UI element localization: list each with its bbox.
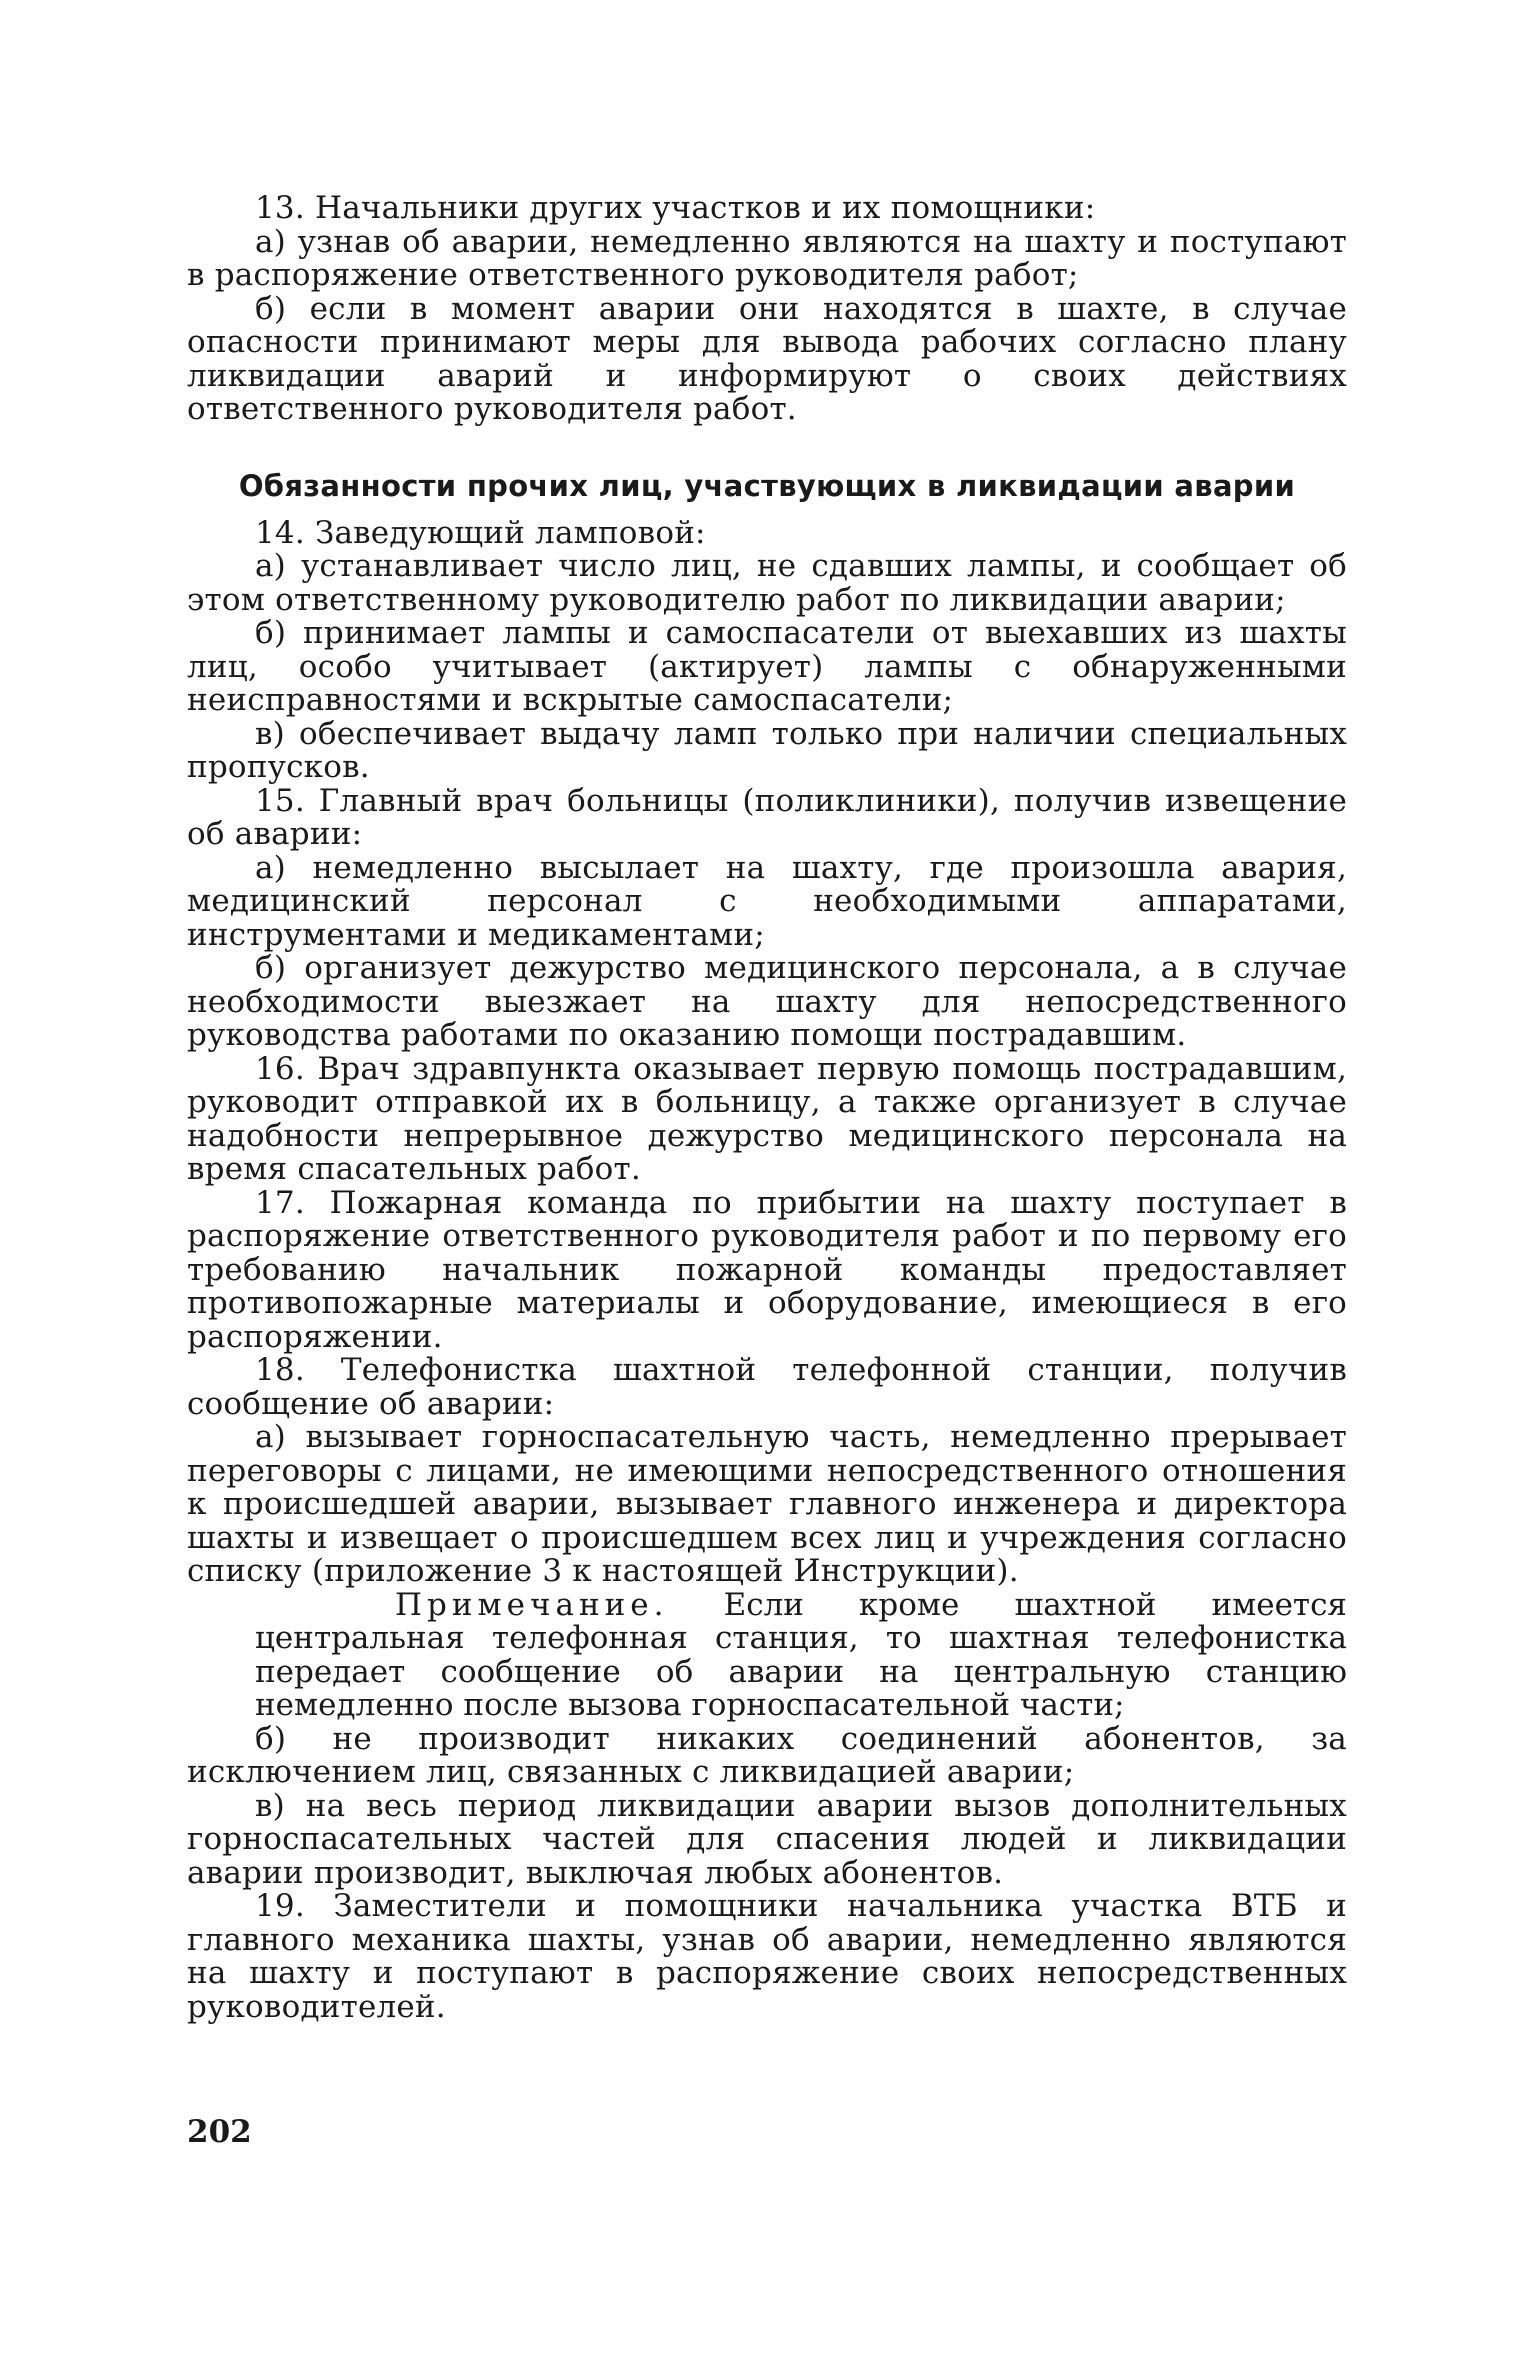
paragraph-18c: в) на весь период ликвидации аварии вызов дополнительных горноспасательных частей для спасения людей и ликвидации аварии производит, выключая любых абонентов. <box>187 1787 1347 1891</box>
document-page <box>187 192 1347 2024</box>
paragraph-16: 16. Врач здравпункта оказывает первую помощь пострадавшим, руководит отправкой их в больницу, а также организует в случае надобности непрерывное дежурство медицинского персонала на время спасательных работ. <box>187 1050 1347 1187</box>
paragraph-15b: б) организует дежурство медицинского персонала, а в случае необходимости выезжает на шахту для непосредственного руководства работами по оказанию помощи пострадавшим. <box>187 950 1347 1053</box>
paragraph-14a: а) устанавливает число лиц, не сдавших лампы, и сообщает об этом ответственному руководителю работ по ликвидации аварии; <box>187 548 1347 618</box>
paragraph-13a: а) узнав об аварии, немедленно являются на шахту и поступают в распоряжение ответственного руководителя работ; <box>187 223 1347 293</box>
page-number: 202 <box>187 2114 252 2150</box>
paragraph-19: 19. Заместители и помощники начальника участка ВТБ и главного механика шахты, узнав об аварии, немедленно являются на шахту и поступают в распоряжение своих непосредственных руководителей. <box>187 1888 1347 2025</box>
section-heading: Обязанности прочих лиц, участвующих в ликвидации аварии <box>238 468 1296 503</box>
note-text: Если кроме шахтной имеется центральная телефонная станция, то шахтная телефонистка передает сообщение об аварии на центральную станцию немедленно после вызова горноспасательной части; <box>255 1586 1347 1723</box>
note <box>187 1586 1347 1723</box>
paragraph-15: 15. Главный врач больницы (поликлиники), получив извещение об аварии: <box>187 782 1347 852</box>
paragraph-18: 18. Телефонистка шахтной телефонной станции, получив сообщение об аварии: <box>187 1352 1347 1422</box>
paragraph-18a: а) вызывает горноспасательную часть, немедленно прерывает переговоры с лицами, не имеющими непосредственного отношения к происшедшей аварии, вызывает главного инженера и директора шахты и извещает о происшедшем всех лиц и учреждения согласно списку (приложение 3 к настоящей Инструкции). <box>187 1419 1347 1589</box>
paragraph-15a: а) немедленно высылает на шахту, где произошла авария, медицинский персонал с необходимыми аппаратами, инструментами и медикаментами; <box>187 849 1347 953</box>
paragraph-13: 13. Начальники других участков и их помощники: <box>255 190 1096 226</box>
note-label: Примечание. <box>395 1586 669 1623</box>
paragraph-18b: б) не производит никаких соединений абонентов, за исключением лиц, связанных с ликвидацией аварии; <box>187 1720 1347 1790</box>
paragraph-17: 17. Пожарная команда по прибытии на шахту поступает в распоряжение ответственного руководителя работ и по первому его требованию начальник пожарной команды предоставляет противопожарные материалы и оборудование, имеющиеся в его распоряжении. <box>187 1184 1347 1355</box>
paragraph-13b: б) если в момент аварии они находятся в шахте, в случае опасности принимают меры для вывода рабочих согласно плану ликвидации аварий и информируют о своих действиях ответственного руководителя работ. <box>187 290 1347 427</box>
paragraph-14b: б) принимает лампы и самоспасатели от выехавших из шахты лиц, особо учитывает (актирует) лампы с обнаруженными неисправностями и вскрытые самоспасатели; <box>187 615 1347 718</box>
paragraph-14: 14. Заведующий ламповой: <box>255 514 706 551</box>
paragraph-14c: в) обеспечивает выдачу ламп только при наличии специальных пропусков. <box>187 715 1347 785</box>
